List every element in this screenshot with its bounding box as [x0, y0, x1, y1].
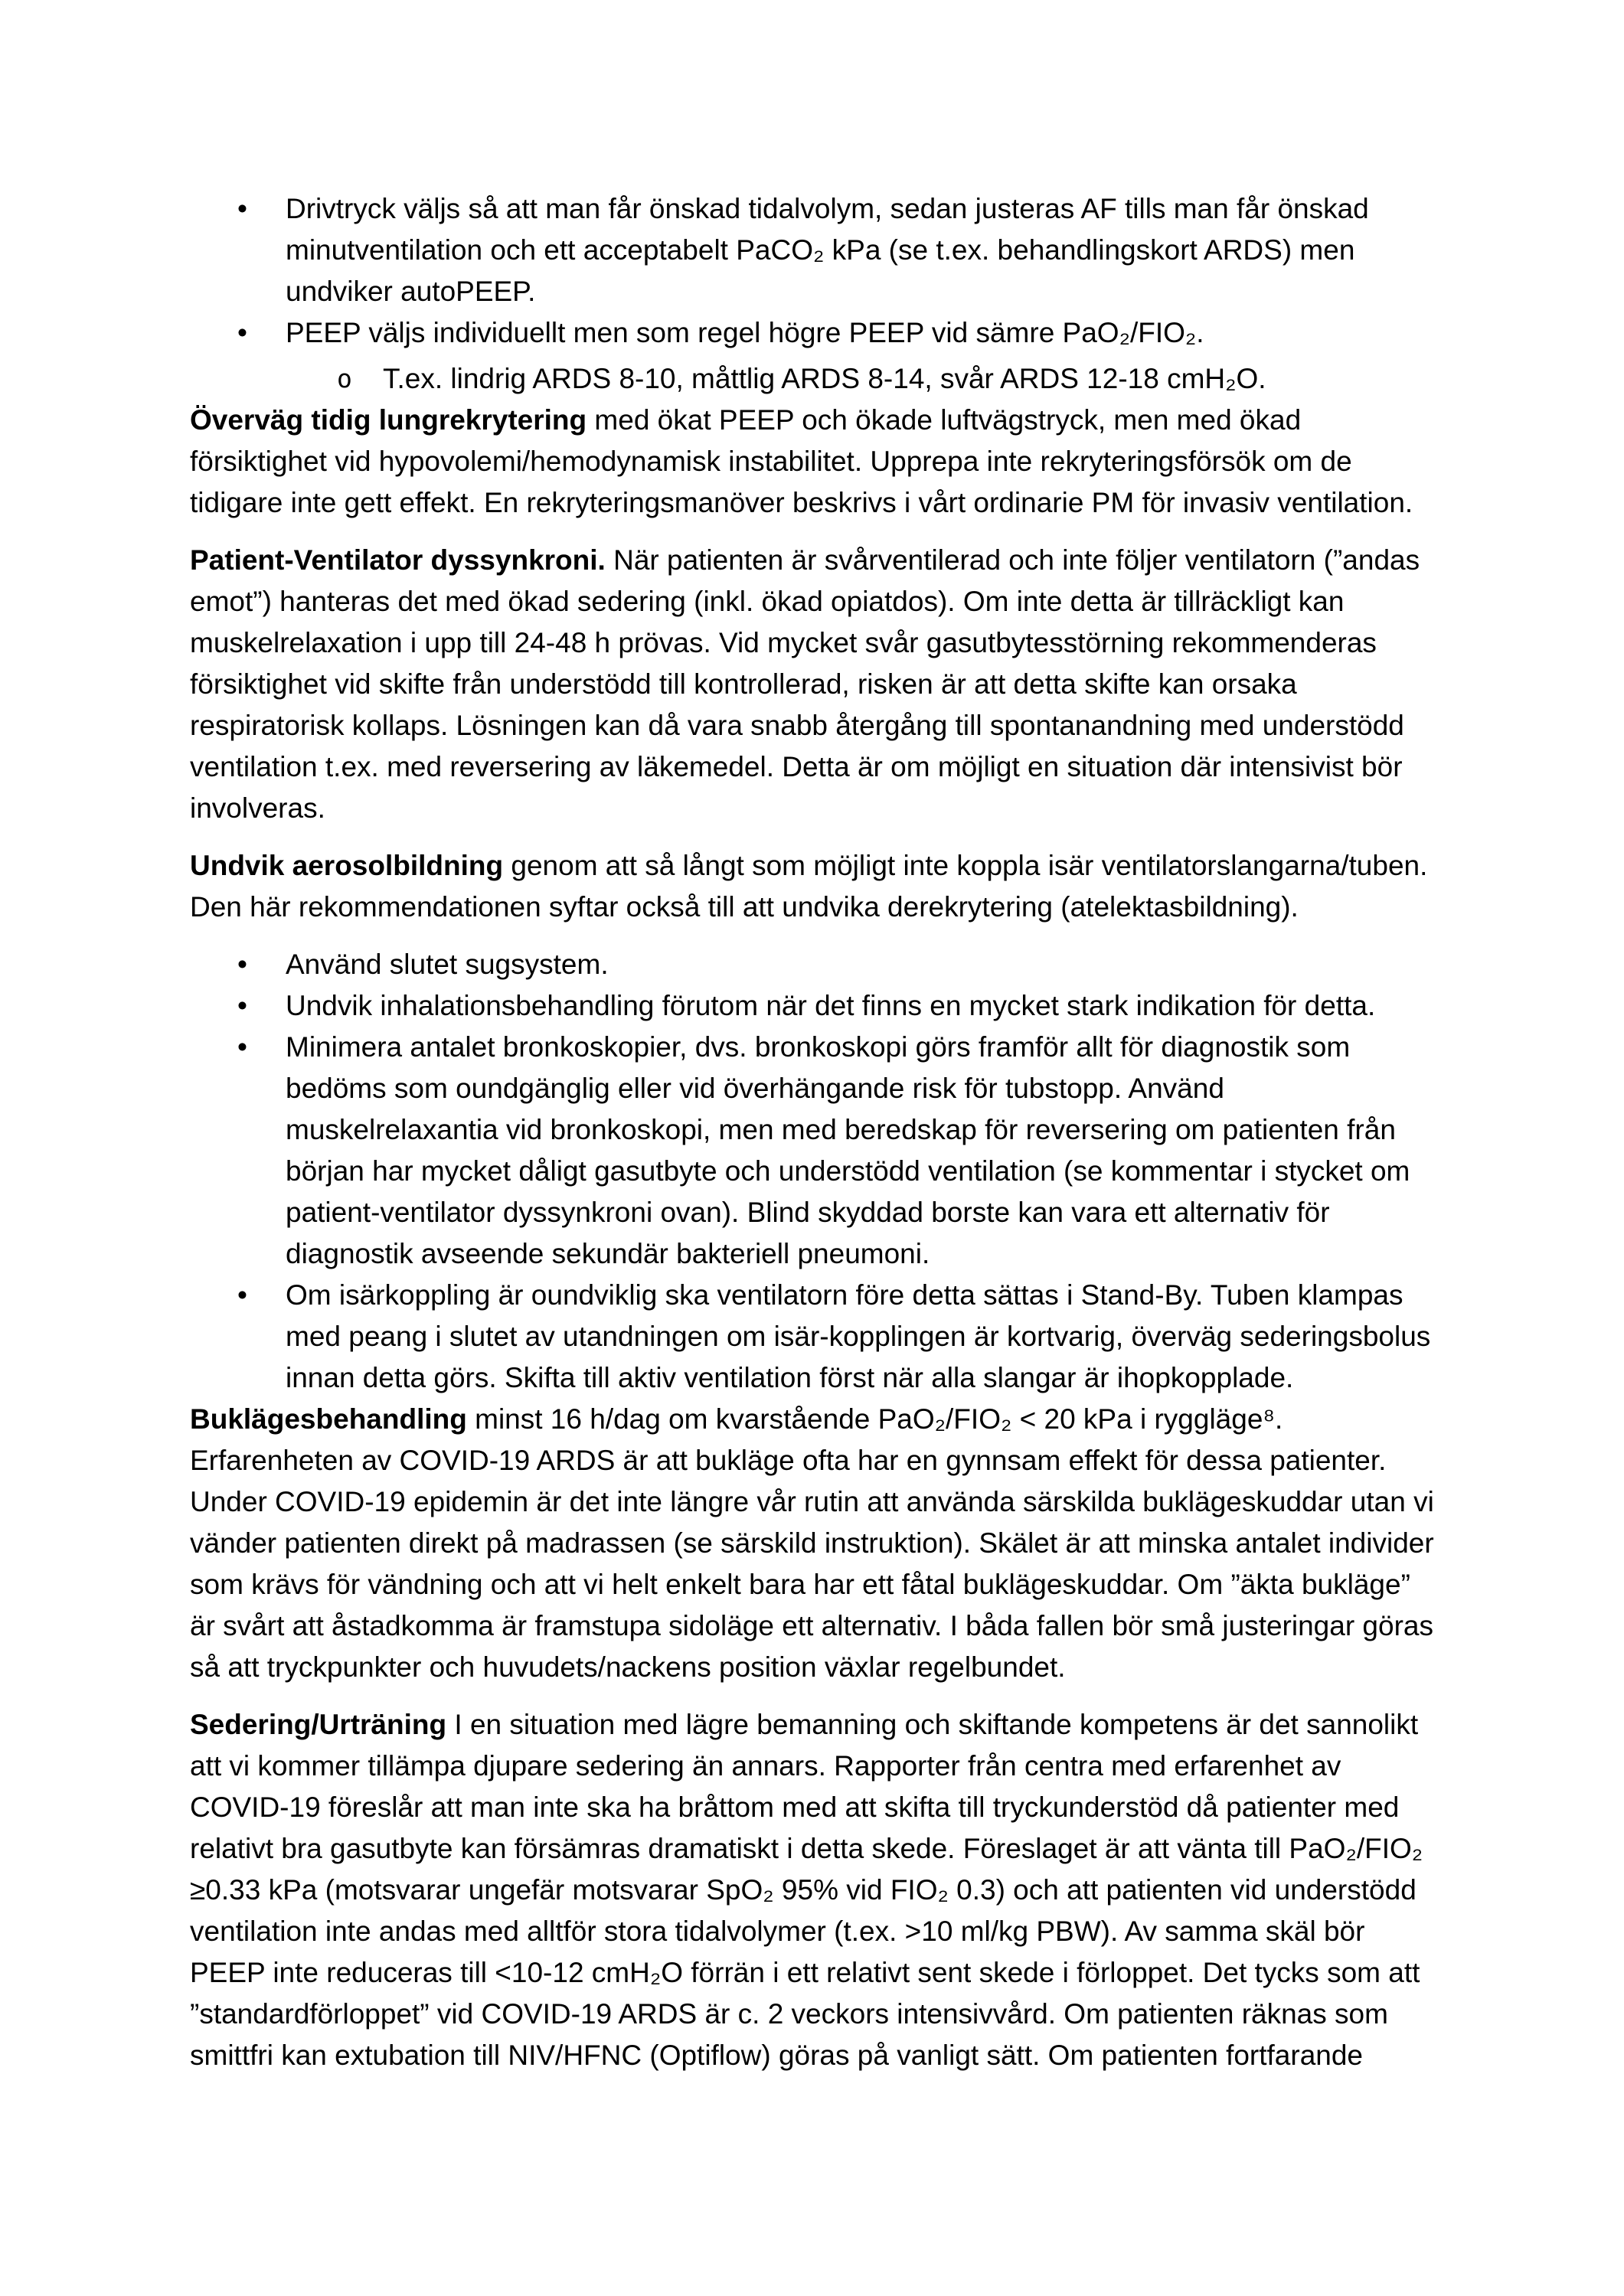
paragraph-lead-bold: Överväg tidig lungrekrytering	[190, 404, 587, 436]
paragraph-lungrekrytering	[190, 400, 1442, 524]
bullet-marker-icon: •	[237, 990, 247, 1021]
paragraph-body: med ökat PEEP och ökade luftvägstryck, men med ökad försiktighet vid hypovolemi/hemodynamisk instabilitet. Upprepa inte rekryteringsförsök om de tidigare inte gett effekt. En rekryteringsmanöver beskrivs i vårt ordinarie PM för invasiv ventilation.	[190, 404, 1413, 518]
bullet-row	[190, 1275, 1442, 1399]
paragraph-body: När patienten är svårventilerad och inte följer ventilatorn (”andas emot”) hanteras det med ökad sedering (inkl. ökad opiatdos). Om inte detta är tillräckligt kan muskelrelaxation i upp till 24-48 h prövas. Vid mycket svår gasutbytesstörning rekommenderas försiktighet vid skifte från understödd till kontrollerad, risken är att detta skifte kan orsaka respiratorisk kollaps. Lösningen kan då vara snabb återgång till spontanandning med understödd ventilation t.ex. med reversering av läkemedel. Detta är om möjligt en situation där intensivist bör involveras.	[190, 544, 1420, 824]
sub-bullet-text: T.ex. lindrig ARDS 8-10, måttlig ARDS 8-14, svår ARDS 12-18 cmH₂O.	[383, 363, 1266, 394]
bullet-text: Om isärkoppling är oundviklig ska ventilatorn före detta sättas i Stand-By. Tuben klampas med peang i slutet av utandningen om isär-kopplingen är kortvarig, överväg sederingsbolus innan detta görs. Skifta till aktiv ventilation först när alla slangar är ihopkopplade.	[286, 1279, 1431, 1393]
bullet-row	[190, 944, 1442, 985]
bullet-row	[190, 188, 1442, 312]
paragraph-lead-bold: Buklägesbehandling	[190, 1403, 467, 1435]
list-item	[190, 1275, 1442, 1399]
bullet-marker-icon: •	[237, 317, 247, 348]
bullet-list-ventilator-settings	[190, 188, 1442, 400]
paragraph-body: genom att så långt som möjligt inte koppla isär ventilatorslangarna/tuben. Den här rekommendationen syftar också till att undvika derekrytering (atelektasbildning).	[190, 850, 1428, 923]
paragraph-lead-bold: Sedering/Urträning	[190, 1709, 447, 1740]
list-item	[190, 1027, 1442, 1275]
paragraph-buklage	[190, 1399, 1442, 1688]
bullet-text: Använd slutet sugsystem.	[286, 949, 609, 980]
list-item	[190, 985, 1442, 1027]
paragraph-sedering	[190, 1704, 1442, 2076]
bullet-row	[190, 985, 1442, 1027]
paragraph-body: minst 16 h/dag om kvarstående PaO₂/FIO₂ < 20 kPa i ryggläge⁸. Erfarenheten av COVID-19 ARDS är att bukläge ofta har en gynnsam effekt för dessa patienter. Under COVID-19 epidemin är det inte längre vår rutin att använda särskilda buklägeskuddar utan vi vänder patienten direkt på madrassen (se särskild instruktion). Skälet är att minska antalet individer som krävs för vändning och att vi helt enkelt bara har ett fåtal buklägeskuddar. Om ”äkta bukläge” är svårt att åstadkomma är framstupa sidoläge ett alternativ. I båda fallen bör små justeringar göras så att tryckpunkter och huvudets/nackens position växlar regelbundet.	[190, 1403, 1434, 1683]
bullet-marker-icon: •	[237, 193, 247, 224]
circle-bullet-marker-icon: o	[337, 364, 352, 394]
sub-bullet-row	[190, 358, 1442, 400]
paragraph-lead-bold: Undvik aerosolbildning	[190, 850, 504, 881]
bullet-marker-icon: •	[237, 949, 247, 980]
list-item	[190, 944, 1442, 985]
bullet-text: Undvik inhalationsbehandling förutom när det finns en mycket stark indikation för detta.	[286, 990, 1376, 1021]
bullet-text: Drivtryck väljs så att man får önskad tidalvolym, sedan justeras AF tills man får önskad minutventilation och ett acceptabelt PaCO₂ kPa (se t.ex. behandlingskort ARDS) men undviker autoPEEP.	[286, 193, 1369, 307]
paragraph-body: I en situation med lägre bemanning och skiftande kompetens är det sannolikt att vi kommer tillämpa djupare sedering än annars. Rapporter från centra med erfarenhet av COVID-19 föreslår att man inte ska ha bråttom med att skifta till tryckunderstöd då patienter med relativt bra gasutbyte kan försämras dramatiskt i detta skede. Föreslaget är att vänta till PaO₂/FIO₂ ≥0.33 kPa (motsvarar ungefär motsvarar SpO₂ 95% vid FIO₂ 0.3) och att patienten vid understödd ventilation inte andas med alltför stora tidalvolymer (t.ex. >10 ml/kg PBW). Av samma skäl bör PEEP inte reduceras till <10-12 cmH₂O förrän i ett relativt sent skede i förloppet. Det tycks som att ”standardförloppet” vid COVID-19 ARDS är c. 2 veckors intensivvård. Om patienten räknas som smittfri kan extubation till NIV/HFNC (Optiflow) göras på vanligt sätt. Om patienten fortfarande	[190, 1709, 1423, 2071]
paragraph-lead-bold: Patient-Ventilator dyssynkroni.	[190, 544, 606, 576]
bullet-marker-icon: •	[237, 1031, 247, 1063]
paragraph-dyssynkroni	[190, 540, 1442, 829]
list-item	[190, 188, 1442, 312]
bullet-list-aerosol-recommendations	[190, 944, 1442, 1399]
bullet-text: Minimera antalet bronkoskopier, dvs. bronkoskopi görs framför allt för diagnostik som bedöms som oundgänglig eller vid överhängande risk för tubstopp. Använd muskelrelaxantia vid bronkoskopi, men med beredskap för reversering om patienten från början har mycket dåligt gasutbyte och understödd ventilation (se kommentar i stycket om patient-ventilator dyssynkroni ovan). Blind skyddad borste kan vara ett alternativ för diagnostik avseende sekundär bakteriell pneumoni.	[286, 1031, 1410, 1269]
list-item	[190, 312, 1442, 400]
bullet-row	[190, 312, 1442, 354]
bullet-text: PEEP väljs individuellt men som regel högre PEEP vid sämre PaO₂/FIO₂.	[286, 317, 1204, 348]
bullet-row	[190, 1027, 1442, 1275]
paragraph-aerosol	[190, 845, 1442, 928]
bullet-marker-icon: •	[237, 1279, 247, 1311]
